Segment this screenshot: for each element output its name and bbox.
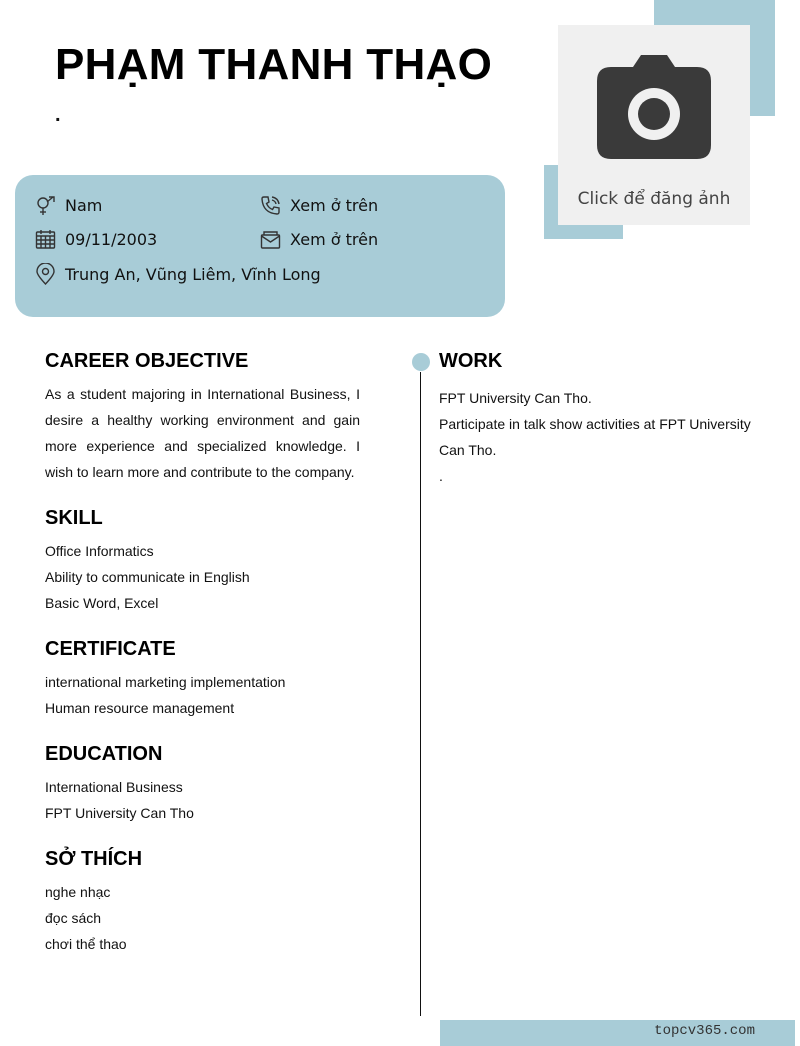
- certificate-item: international marketing implementation: [45, 674, 286, 690]
- skill-item: Ability to communicate in English: [45, 569, 250, 585]
- skill-item: Office Informatics: [45, 543, 154, 559]
- hobby-item: chơi thể thao: [45, 936, 127, 952]
- certificate-title: CERTIFICATE: [45, 638, 176, 660]
- education-item: FPT University Can Tho: [45, 805, 194, 821]
- hobby-item: đọc sách: [45, 910, 102, 926]
- skill-section: [45, 507, 360, 616]
- footer-watermark: topcv365.com: [654, 1023, 755, 1039]
- personal-info-card: [15, 175, 505, 317]
- info-gender: [35, 195, 102, 216]
- birthdate-value: 09/11/2003: [65, 230, 158, 249]
- left-column: [45, 350, 360, 979]
- skill-title: SKILL: [45, 507, 103, 529]
- email-value: Xem ở trên: [290, 230, 379, 249]
- work-item: .: [439, 468, 443, 484]
- camera-icon: [597, 55, 711, 159]
- footer-bar: [440, 1020, 795, 1046]
- candidate-subtitle: .: [55, 104, 61, 126]
- career-objective-section: [45, 350, 360, 485]
- info-birthdate: [35, 229, 157, 250]
- education-section: [45, 743, 360, 826]
- certificate-item: Human resource management: [45, 700, 235, 716]
- phone-icon: [260, 195, 281, 216]
- phone-value: Xem ở trên: [290, 196, 379, 215]
- hobbies-section: [45, 848, 360, 957]
- address-value: Trung An, Vũng Liêm, Vĩnh Long: [65, 264, 321, 284]
- hobby-item: nghe nhạc: [45, 884, 111, 900]
- skill-item: Basic Word, Excel: [45, 595, 159, 611]
- career-objective-title: CAREER OBJECTIVE: [45, 350, 249, 372]
- location-pin-icon: [35, 263, 56, 285]
- timeline-line: [420, 372, 421, 1016]
- timeline-dot: [412, 353, 430, 371]
- upload-photo-label: Click để đăng ảnh: [577, 189, 731, 209]
- work-item: Participate in talk show activities at FPT University Can Tho.: [439, 416, 751, 458]
- hobbies-title: SỞ THÍCH: [45, 848, 143, 870]
- gender-icon: [35, 195, 56, 216]
- upload-photo-button[interactable]: [558, 25, 750, 225]
- candidate-name: PHẠM THANH THẠO: [55, 40, 493, 89]
- career-objective-text: As a student majoring in International Business, I desire a healthy working environment and gain more experience and specialized knowledge. I wish to learn more and contribute to the company.: [45, 386, 360, 480]
- info-email: [260, 229, 378, 250]
- calendar-icon: [35, 229, 56, 250]
- info-address: [35, 263, 321, 285]
- info-phone: [260, 195, 378, 216]
- education-item: International Business: [45, 779, 183, 795]
- mail-icon: [260, 229, 281, 250]
- work-title: WORK: [439, 350, 503, 372]
- work-item: FPT University Can Tho.: [439, 390, 592, 406]
- education-title: EDUCATION: [45, 743, 163, 765]
- work-section: [439, 350, 759, 489]
- gender-value: Nam: [65, 196, 103, 215]
- certificate-section: [45, 638, 360, 721]
